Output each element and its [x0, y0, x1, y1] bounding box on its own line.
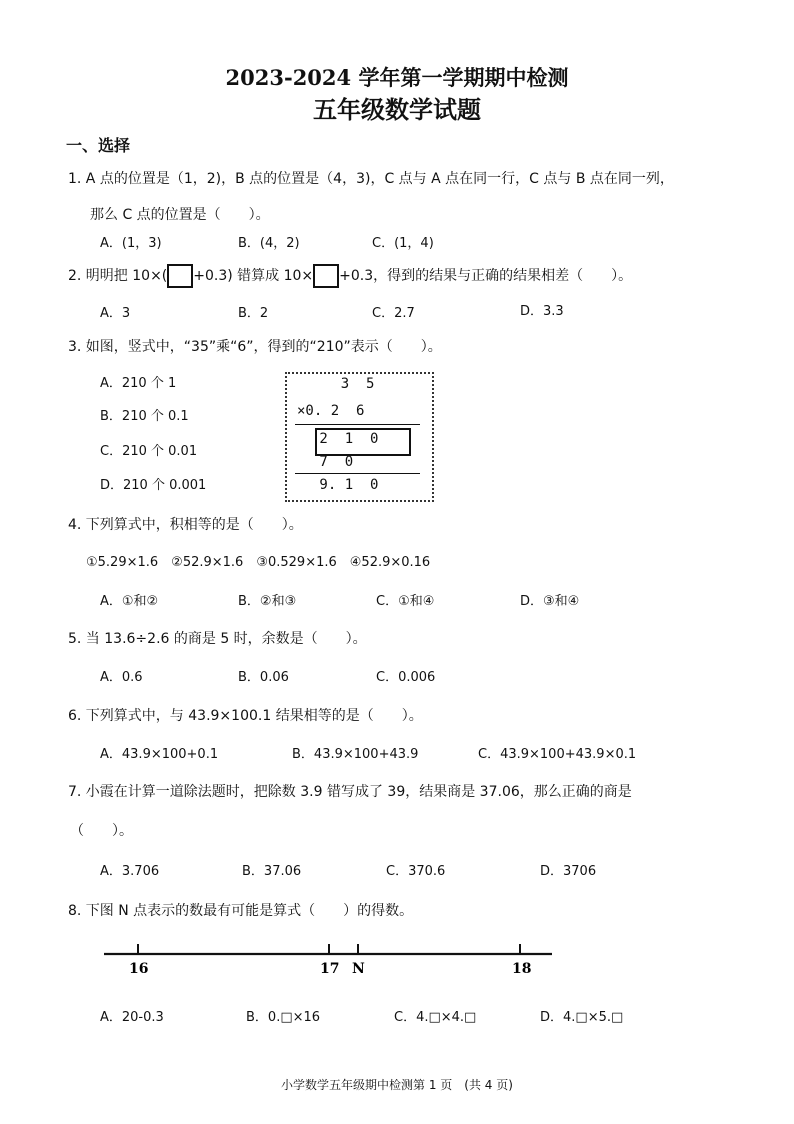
question-6: 6. 下列算式中，与 43.9×100.1 结果相等的是（ ）。	[68, 708, 423, 724]
q8-option-b: B．0.□×16	[246, 1010, 321, 1025]
calc-row-multiplier: ×0. 2 6	[297, 403, 365, 419]
q2-text-part2: +0.3) 错算成 10×	[193, 268, 314, 284]
label-17: 17	[320, 961, 340, 977]
q7-option-b: B．37.06	[242, 864, 302, 879]
q1-option-a: A．(1，3)	[100, 236, 162, 251]
q3-option-b: B．210 个 0.1	[100, 409, 189, 424]
q2-text-part3: +0.3，得到的结果与正确的结果相差（ ）。	[339, 268, 633, 284]
exam-title-subject: 五年级数学试题	[313, 95, 481, 124]
q7-option-d: D．3706	[540, 864, 597, 879]
q1-option-b: B．(4，2)	[238, 236, 300, 251]
calc-divider-1	[295, 424, 420, 425]
q4-option-b: B．②和③	[238, 594, 297, 609]
q4-option-c: C．①和④	[376, 594, 435, 609]
q2-blank-box-1	[167, 264, 193, 288]
q3-option-c: C．210 个 0.01	[100, 444, 198, 459]
calc-row-multiplicand: 3 5	[307, 376, 375, 392]
q4-option-a: A．①和②	[100, 594, 159, 609]
q5-option-b: B．0.06	[238, 670, 289, 685]
calc-divider-2	[295, 473, 420, 474]
question-4: 4. 下列算式中，积相等的是（ ）。	[68, 517, 303, 533]
label-18: 18	[512, 961, 532, 977]
vertical-multiplication-figure	[285, 372, 434, 502]
q2-option-a: A．3	[100, 306, 131, 321]
question-1-line2: 那么 C 点的位置是（ ）。	[90, 207, 270, 223]
q7-option-c: C．370.6	[386, 864, 446, 879]
calc-row-partial-1: 2 1 0	[311, 431, 379, 447]
exam-title-year: 2023-2024 学年第一学期期中检测	[225, 65, 569, 90]
question-3: 3. 如图，竖式中，“35”乘“6”，得到的“210”表示（ ）。	[68, 339, 442, 355]
question-7-line2: （ ）。	[70, 823, 133, 839]
q6-option-b: B．43.9×100+43.9	[292, 747, 419, 762]
q8-option-a: A．20-0.3	[100, 1010, 164, 1025]
q8-option-d: D．4.□×5.□	[540, 1010, 624, 1025]
question-1-line1: 1. A 点的位置是（1，2)，B 点的位置是（4，3)，C 点与 A 点在同一行，C 点与 B 点在同一列，	[68, 171, 674, 187]
q2-text-part1: 2. 明明把 10×(	[68, 268, 168, 284]
question-5: 5. 当 13.6÷2.6 的商是 5 时，余数是（ ）。	[68, 631, 367, 647]
q4-items: ①5.29×1.6 ②52.9×1.6 ③0.529×1.6 ④52.9×0.16	[86, 555, 431, 570]
question-2	[68, 264, 632, 288]
q4-option-d: D．③和④	[520, 594, 580, 609]
q7-option-a: A．3.706	[100, 864, 160, 879]
q6-option-c: C．43.9×100+43.9×0.1	[478, 747, 637, 762]
section-heading: 一、选择	[66, 136, 131, 155]
q8-option-c: C．4.□×4.□	[394, 1010, 477, 1025]
q3-option-d: D．210 个 0.001	[100, 478, 207, 493]
q2-option-c: C．2.7	[372, 306, 415, 321]
number-line	[100, 936, 560, 982]
calc-row-partial-2: 7 0	[311, 454, 354, 470]
label-n: N	[352, 961, 365, 977]
q1-option-c: C．(1，4)	[372, 236, 434, 251]
page-footer: 小学数学五年级期中检测第 1 页 (共 4 页)	[281, 1078, 513, 1092]
calc-row-product: 9. 1 0	[311, 477, 379, 493]
question-7-line1: 7. 小霞在计算一道除法题时，把除数 3.9 错写成了 39，结果商是 37.06，那么正确的商是	[68, 784, 632, 800]
label-16: 16	[129, 961, 149, 977]
q2-option-d: D．3.3	[520, 304, 564, 319]
q5-option-a: A．0.6	[100, 670, 143, 685]
q2-blank-box-2	[313, 264, 339, 288]
question-8: 8. 下图 N 点表示的数最有可能是算式（ ）的得数。	[68, 903, 414, 919]
q6-option-a: A．43.9×100+0.1	[100, 747, 219, 762]
q2-option-b: B．2	[238, 306, 269, 321]
q3-option-a: A．210 个 1	[100, 376, 177, 391]
q5-option-c: C．0.006	[376, 670, 436, 685]
